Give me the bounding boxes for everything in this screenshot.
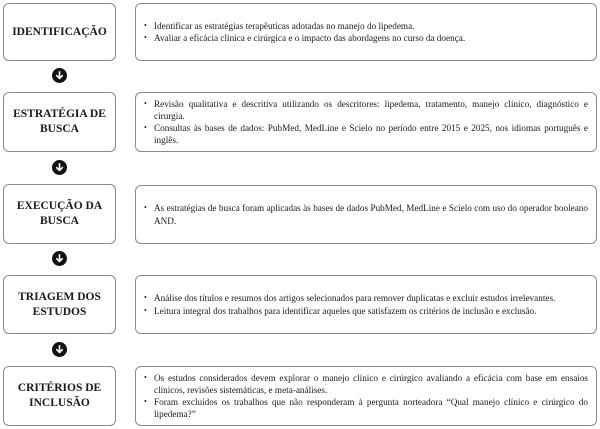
arrow-down-circle-icon (52, 68, 67, 83)
step-title: IDENTIFICAÇÃO (12, 25, 107, 38)
step-description-box (135, 92, 597, 152)
step-bullet: • Leitura integral dos trabalhos para identificar aqueles que satisfazem os critérios de inclusão e exclusão. (144, 305, 588, 317)
arrow-down-circle-icon (52, 160, 67, 175)
step-bullet: • Os estudos considerados devem explorar o manejo clínico e cirúrgico avaliando a eficácia com base em ensaios clínicos, revisões sistemáticas, e meta-análises. (144, 372, 588, 396)
step-triagem-dos-estudos (3, 275, 597, 334)
step-title: CRITÉRIOS DE INCLUSÃO (17, 382, 102, 409)
step-description-box (135, 366, 597, 426)
step-title: EXECUÇÃO DA BUSCA (16, 200, 103, 227)
step-title-box (3, 184, 116, 244)
step-bullet: • Avaliar a eficácia clínica e cirúrgica e o impacto das abordagens no curso da doença. (144, 32, 588, 44)
step-estrategia-de-busca (3, 92, 597, 152)
step-description-box (135, 3, 597, 61)
step-criterios-de-inclusao (3, 366, 597, 426)
step-bullet: • Foram excluídos os trabalhos que não responderam à pergunta norteadora “Qual manejo clínico e cirúrgico do lipedema?” (144, 396, 588, 420)
step-bullet: • Revisão qualitativa e descritiva utilizando os descritores: lipedema, tratamento, manejo clínico, diagnóstico e cirurgia. (144, 98, 588, 122)
step-title: TRIAGEM DOS ESTUDOS (18, 290, 101, 318)
step-bullet: • Consultas às bases de dados: PubMed, MedLine e Scielo no período entre 2015 e 2025, nos idiomas português e inglês. (144, 122, 588, 146)
step-description-box (135, 185, 597, 244)
step-identificacao (3, 3, 597, 61)
step-title-box (3, 366, 116, 426)
step-title: ESTRATÉGIA DE BUSCA (13, 108, 106, 135)
step-execucao-da-busca (3, 184, 597, 244)
arrow-down-circle-icon (52, 251, 67, 266)
step-title-box (3, 3, 116, 61)
step-title-box (3, 92, 116, 152)
step-bullet: • Identificar as estratégias terapêuticas adotadas no manejo do lipedema. (144, 20, 588, 32)
step-bullet: • Análise dos títulos e resumos dos artigos selecionados para remover duplicatas e excluir estudos irrelevantes. (144, 292, 588, 304)
step-title-box (3, 275, 116, 334)
arrow-down-circle-icon (52, 342, 67, 357)
step-bullet: • As estratégias de busca foram aplicadas às bases de dados PubMed, MedLine e Scielo com uso do operador booleano AND. (144, 202, 588, 226)
step-description-box (135, 275, 597, 334)
